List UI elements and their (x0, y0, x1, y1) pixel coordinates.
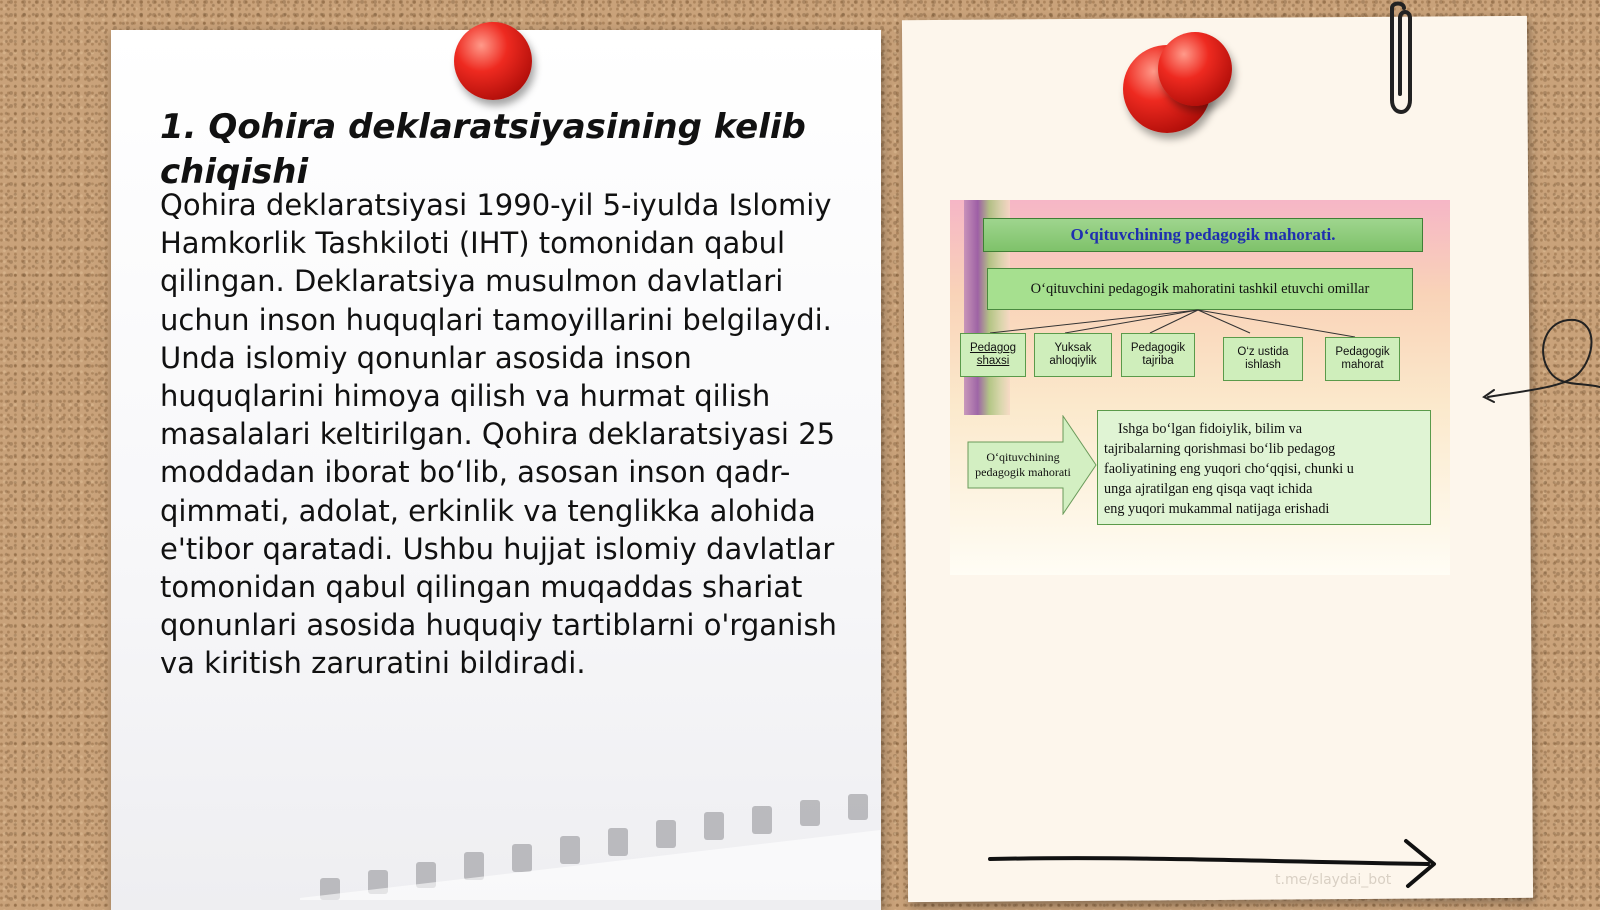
diagram-subheader: O‘qituvchini pedagogik mahoratini tashkil etuvchi omillar (987, 268, 1413, 310)
factor-label: O‘z ustida (1237, 346, 1289, 358)
factor-label: ahloqiylik (1049, 355, 1097, 367)
factor-box (1325, 337, 1400, 381)
factor-label: Pedagog (969, 342, 1017, 354)
factor-box (1121, 333, 1195, 377)
factor-label: Pedagogik (1335, 346, 1390, 358)
paperclip-icon (1378, 0, 1414, 122)
factor-label: Pedagogik (1130, 342, 1186, 354)
factor-box (1223, 337, 1303, 381)
definition-line: faoliyatining eng yuqori cho‘qqisi, chunki u (1104, 461, 1354, 477)
pedagogy-diagram (950, 200, 1450, 575)
definition-box (1097, 410, 1431, 525)
factor-label: mahorat (1341, 359, 1384, 371)
perforated-edge-decoration (300, 790, 880, 900)
connector-lines (950, 200, 1450, 340)
slide-body-text: Qohira deklaratsiyasi 1990-yil 5-iyulda Islomiy Hamkorlik Tashkiloti (IHT) tomonidan qabul qilingan. Deklaratsiya musulmon davlatlari uchun inson huquqlari tamoyillarini belgilaydi. Unda islomiy qonunlar asosida inson huquqlarini himoya qilish va hurmat qilish masalalari keltirilgan. Qohira deklaratsiyasi 25 moddadan iborat bo‘lib, asosan inson qadr-qimmati, adolat, erkinlik va tenglikka alohida e'tibor qaratadi. Ushbu hujjat islomiy davlatlar tomonidan qabul qilingan muqaddas shariat qonunlari asosida huquqiy tartiblarni o'rganish va kiritish zaruratini bildiradi. (160, 188, 837, 681)
factor-label: shaxsi (976, 355, 1010, 367)
factor-box (960, 333, 1026, 377)
factor-label: ishlash (1245, 359, 1281, 371)
slide-title: 1. Qohira deklaratsiyasining kelib chiqishi (160, 107, 806, 192)
watermark-text: t.me/slaydai_bot (1275, 872, 1392, 888)
diagram-header: O‘qituvchining pedagogik mahorati. (983, 218, 1423, 252)
arrow-label: O‘qituvchining pedagogik mahorati (975, 450, 1071, 479)
definition-line: eng yuqori mukammal natijaga erishadi (1104, 501, 1330, 517)
scribble-arrow-decoration (1480, 312, 1600, 412)
red-pushpin-icon (1158, 32, 1232, 106)
red-pushpin-icon (454, 22, 532, 100)
definition-line: unga ajratilgan eng qisqa vaqt ichida (1104, 481, 1313, 497)
factor-label: tajriba (1142, 355, 1174, 367)
definition-line: Ishga bo‘lgan fidoiylik, bilim va (1118, 421, 1303, 437)
factor-label: Yuksak (1054, 342, 1092, 354)
definition-line: tajribalarning qorishmasi bo‘lib pedagog (1104, 441, 1336, 457)
factor-box (1034, 333, 1112, 377)
